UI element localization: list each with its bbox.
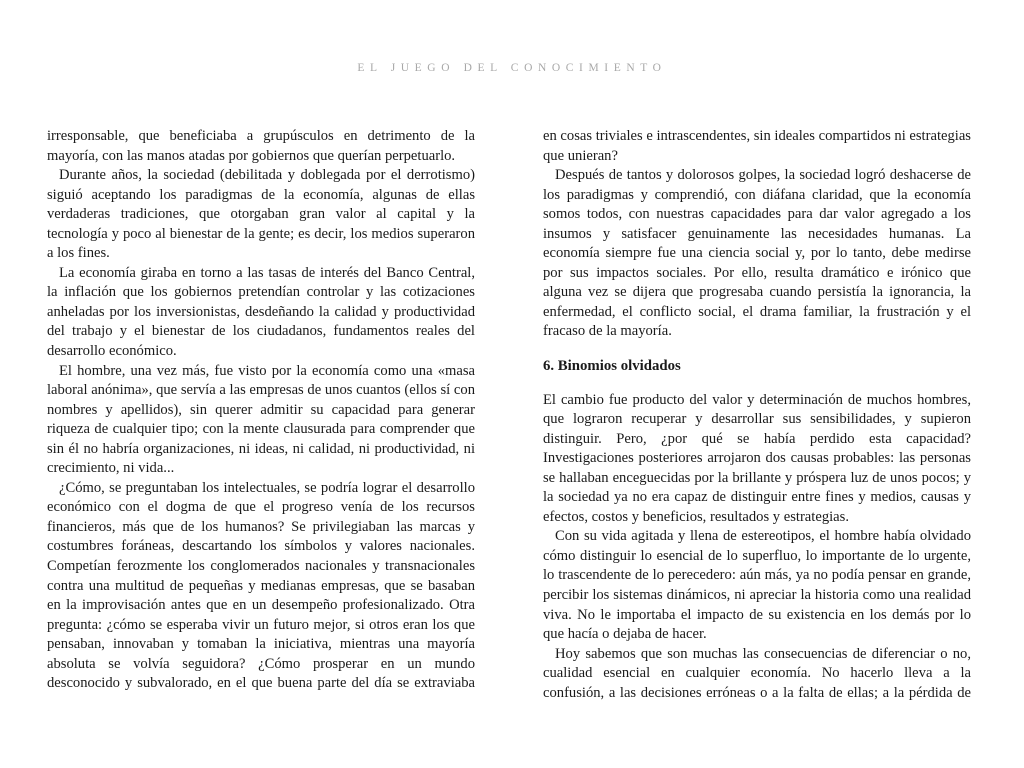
left-column <box>47 127 475 694</box>
paragraph: en cosas triviales e intrascendentes, sin ideales compartidos ni estrategias que unieran? <box>543 128 971 164</box>
paragraph: Con su vida agitada y llena de estereotipos, el hombre había olvidado cómo distinguir lo esencial de lo superfluo, lo importante de lo urgente, lo trascendente de lo perecedero: aún más, ya no podía pensar en grande, percibir los sistemas dinámicos, ni apreciar la historia como una realidad viva. No le importaba el impacto de su existencia en los demás por lo que hacía o dejaba de hacer. <box>543 528 971 643</box>
section-heading: 6. Binomios olvidados <box>543 358 681 375</box>
running-header: EL JUEGO DEL CONOCIMIENTO <box>357 62 667 74</box>
paragraph: La economía giraba en torno a las tasas de interés del Banco Central, la inflación que los gobiernos pretendían controlar y las cotizaciones anheladas por los inversionistas, desdeñando la calidad y productividad del trabajo y el bienestar de los ciudadanos, fundamentos reales del desarrollo económico. <box>47 264 475 360</box>
paragraph: El hombre, una vez más, fue visto por la economía como una «masa laboral anónima», que servía a las empresas de unos cuantos (ellos sí con nombres y apellidos), sin querer admitir su capacidad para generar riqueza de cualquier tipo; con la mente clausurada para comprender que sin él no habría organizaciones, ni ideas, ni calidad, ni productividad, ni crecimiento, ni vida... <box>47 362 475 477</box>
paragraph: Hoy sabemos que son muchas las consecuencias de diferenciar o no, cualidad esencial en cualquier economía. No hacerlo lleva a la confusión, a las decisiones erróneas o a la falta de ellas; a la pérdida de <box>543 645 971 701</box>
paragraph: Después de tantos y dolorosos golpes, la sociedad logró deshacerse de los paradigmas y comprendió, con diáfana claridad, que la economía somos todos, con nuestras capacidades para dar valor agregado a los insumos y satisfacer genuinamente las necesidades humanas. La economía siempre fue una ciencia social y, por lo tanto, debe medirse por sus impactos sociales. Por ello, resulta dramático e irónico que alguna vez se dijera que progresaba cuando persistía la ignorancia, la enfermedad, el conflicto social, el drama familiar, la frustración y el fracaso de la mayoría. <box>543 167 971 340</box>
paragraph: El cambio fue producto del valor y determinación de muchos hombres, que lograron recuperar y desarrollar sus sensibilidades, y supieron distinguir. Pero, ¿por qué se había perdido esta capacidad? Investigaciones posteriores arrojaron dos causas probables: las personas se hallaban enceguecidas por la brillante y próspera luz de unos pocos; y la sociedad ya no era capaz de distinguir entre fines y medios, causas y efectos, costos y beneficios, resultados y estrategias. <box>543 391 971 525</box>
paragraph: Durante años, la sociedad (debilitada y doblegada por el derrotismo) siguió aceptando los paradigmas de la economía, algunas de ellas verdaderas tradiciones, que otorgaban gran valor al capital y la tecnología y poco al bienestar de la gente; es decir, los medios superaron a los fines. <box>47 167 475 262</box>
paragraph: ¿Cómo, se preguntaban los intelectuales, se podría lograr el desarrollo económico con el dogma de que el progreso venía de los recursos financieros, más que de los humanos? Se privilegiaban las marcas y costumbres foráneas, descartando los símbolos y valores nacionales. Competían ferozmente los conglomerados nacionales y transnacionales contra una multitud de pequeñas y medianas empresas, que se basaban en la improvisación antes que en un desempeño profesionalizado. Otra pregunta: ¿cómo se esperaba vivir un futuro mejor, si otros eran los que pensaban, innovaban y tomaban la iniciativa, mientras una mayoría absoluta se volvía seguidora? ¿Cómo prosperar en un mundo desconocido y subvalorado, en el que buena parte del día se extraviaba <box>47 479 475 692</box>
right-column <box>543 127 971 703</box>
paragraph: irresponsable, que beneficiaba a grupúsculos en detrimento de la mayoría, con las manos atadas por gobiernos que querían perpetuarlo. <box>47 128 475 164</box>
